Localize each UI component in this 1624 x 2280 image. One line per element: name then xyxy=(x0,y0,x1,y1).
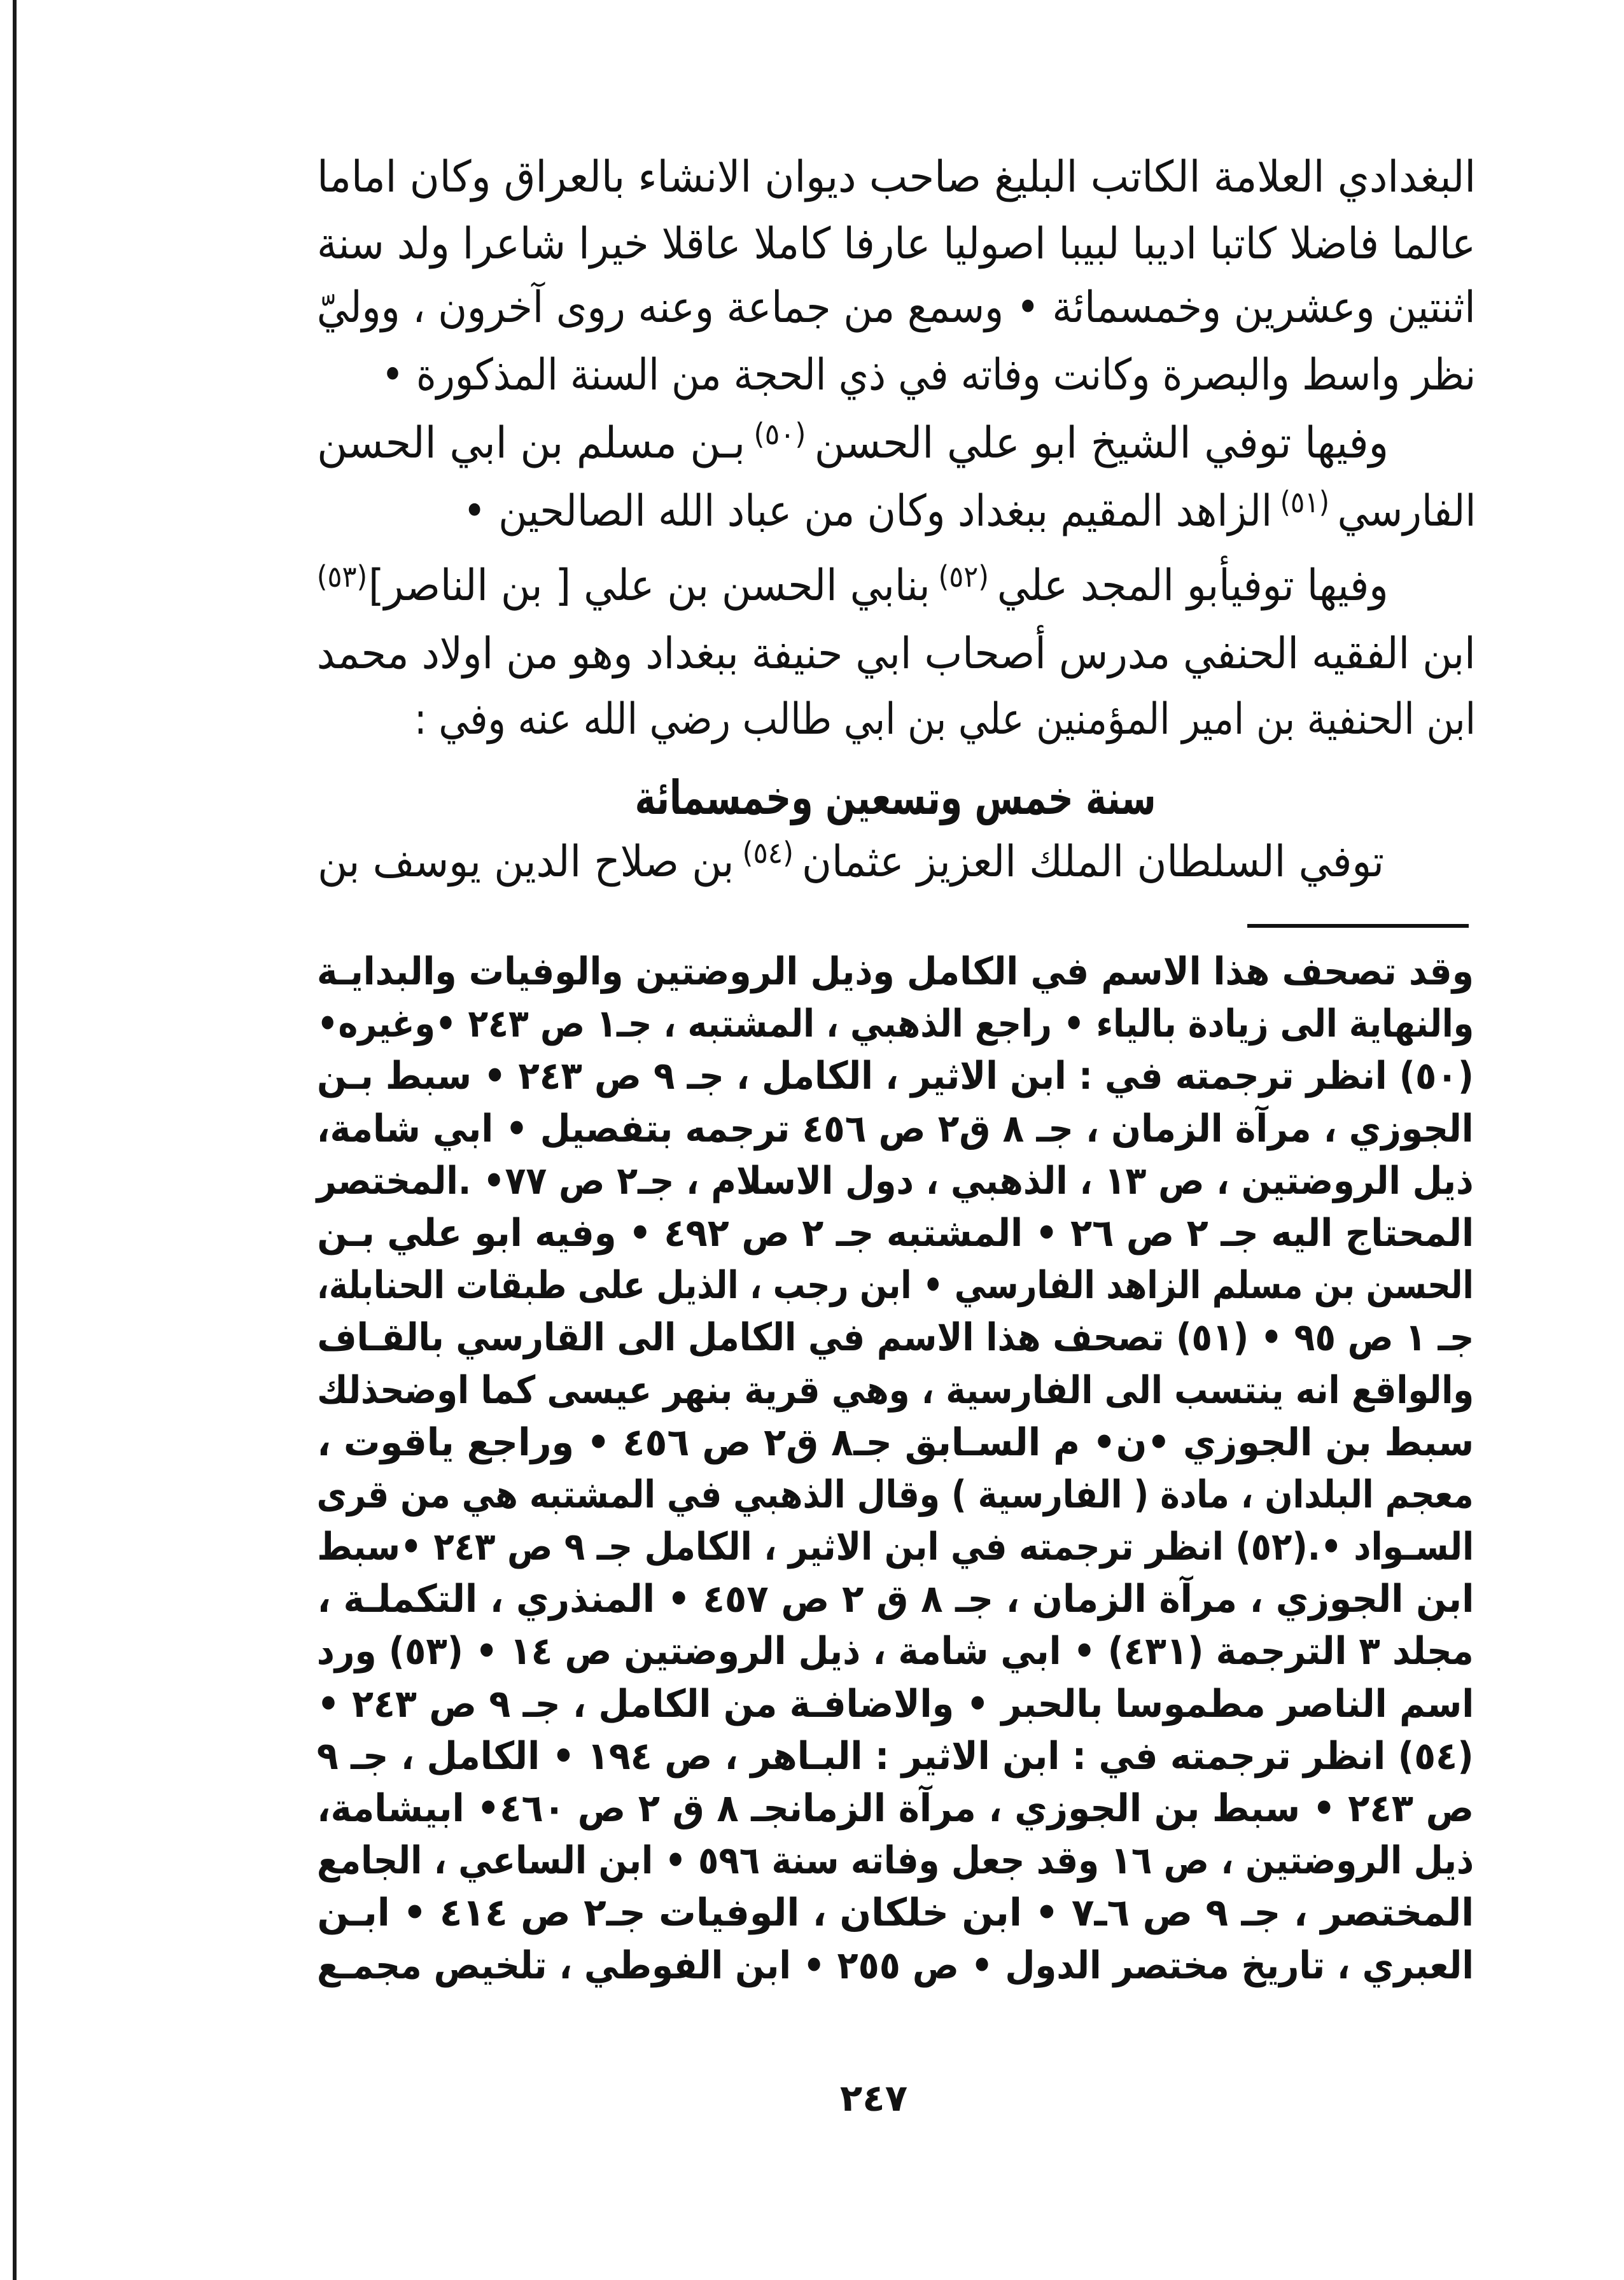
body-text-line-7-text xyxy=(317,554,1389,622)
body-text-line-3 xyxy=(317,276,1476,340)
footnote-line-20-text: العبري ، تاريخ مختصر الدول • ص ٢٥٥ • ابن الفوطي ، تلخيص مجمـع xyxy=(317,1943,1474,1988)
footnote-line-4 xyxy=(317,1103,1474,1155)
footnote-marker: (٥٤) xyxy=(742,836,794,871)
body-text-line-10 xyxy=(318,830,1384,894)
footnote-line-1-text: وقد تصحف هذا الاسم في الكامل وذيل الروضتين والوفيات والبدايـة xyxy=(317,949,1474,994)
footnote-line-12 xyxy=(317,1521,1474,1573)
footnote-line-9-text: والواقع انه ينتسب الى الفارسية ، وهي قرية بنهر عيسى كما اوضحذلك xyxy=(317,1367,1474,1413)
line-segment: الزاهد المقيم ببغداد وكان من عباد الله الصالحين • xyxy=(463,486,1272,536)
footnote-line-15-text: اسم الناصر مطموسا بالحبر • والاضافـة من الكامل ، جـ ٩ ص ٢٤٣ • xyxy=(317,1681,1474,1726)
footnote-line-18-text: ذيل الروضتين ، ص ١٦ وقد جعل وفاته سنة ٥٩٦ • ابن الساعي ، الجامع xyxy=(317,1838,1474,1884)
footnote-line-3-text: (٥٠) انظر ترجمته في : ابن الاثير ، الكامل ، جـ ٩ ص ٢٤٣ • سبط بـن xyxy=(317,1054,1474,1099)
body-text-line-4-text: نظر واسط والبصرة وكانت وفاته في ذي الحجة من السنة المذكورة • xyxy=(381,350,1476,400)
footnote-marker: (٥١) xyxy=(1280,485,1329,520)
footnote-line-6-text: المحتاج اليه جـ ٢ ص ٢٦ • المشتبه جـ ٢ ص ٤٩٢ • وفيه ابو علي بـن xyxy=(317,1210,1474,1255)
footnote-line-12-text: السـواد •.(٥٢) انظر ترجمته في ابن الاثير ، الكامل جـ ٩ ص ٢٤٣ •سبط xyxy=(317,1525,1474,1570)
body-text-line-9-text: ابن الحنفية بن امير المؤمنين علي بن ابي طالب رضي الله عنه وفي : xyxy=(414,694,1476,745)
footnote-line-18 xyxy=(317,1835,1474,1887)
footnote-line-11-text: معجم البلدان ، مادة ( الفارسية ) وقال الذهبي في المشتبه هي من قرى xyxy=(317,1472,1474,1517)
footnote-line-9 xyxy=(317,1364,1474,1416)
footnote-line-6 xyxy=(317,1207,1474,1259)
footnote-line-8-text: جـ ١ ص ٩٥ • (٥١) تصحف هذا الاسم في الكامل الى القارسي بالقـاف xyxy=(317,1315,1474,1360)
body-text-line-1-text: البغدادي العلامة الكاتب البليغ صاحب ديوان الانشاء بالعراق وكان اماما xyxy=(317,152,1476,202)
footnote-line-19 xyxy=(317,1887,1474,1939)
footnote-line-20 xyxy=(317,1940,1474,1992)
body-text-line-3-text: اثنتين وعشرين وخمسمائة • وسمع من جماعة وعنه روى آخرون ، ووليّ xyxy=(317,283,1476,333)
body-text-line-5 xyxy=(317,412,1389,475)
body-text-line-1 xyxy=(317,146,1476,209)
footnote-marker: (٥٠) xyxy=(753,417,806,452)
footnote-line-4-text: الجوزي ، مرآة الزمان ، جـ ٨ ق٢ ص ٤٥٦ ترجمه بتفصيل • ابي شامة، xyxy=(317,1106,1474,1151)
body-text-line-5-text xyxy=(317,412,1389,479)
page-number: ٢٤٧ xyxy=(839,2076,908,2120)
footnote-line-14 xyxy=(317,1625,1474,1677)
footnote-marker: (٥٢) xyxy=(938,559,990,594)
body-text-line-4 xyxy=(381,344,1476,407)
footnote-line-7-text: الحسن بن مسلم الزاهد الفارسي • ابن رجب ، الذيل على طبقات الحنابلة، xyxy=(317,1263,1474,1308)
section-heading xyxy=(635,766,1156,830)
line-segment: الفارسي xyxy=(1337,486,1476,536)
section-heading-text: سنة خمس وتسعين وخمسمائة xyxy=(635,771,1156,825)
line-segment: بنابي الحسن بن علي [ بن الناصر] xyxy=(368,561,930,611)
footnote-line-19-text: المختصر ، جـ ٩ ص ٦ـ٧ • ابن خلكان ، الوفيات جـ٢ ص ٤١٤ • ابـن xyxy=(317,1891,1474,1936)
line-segment: بن صلاح الدين يوسف بن xyxy=(318,837,734,887)
line-segment: وفيها توفي الشيخ ابو علي الحسن xyxy=(814,418,1389,468)
scan-edge-line xyxy=(13,0,17,2280)
body-text-line-8-text: ابن الفقيه الحنفي مدرس أصحاب ابي حنيفة ببغداد وهو من اولاد محمد xyxy=(317,629,1476,679)
footnote-line-16 xyxy=(317,1730,1474,1782)
footnote-line-2 xyxy=(317,998,1474,1050)
line-segment: وفيها توفيأبو المجد علي xyxy=(997,561,1389,611)
footnote-line-13 xyxy=(317,1573,1474,1625)
footnote-line-5-text: ذيل الروضتين ، ص ١٣ ، الذهبي ، دول الاسلام ، جـ٢ ص ٧٧• .المختصر xyxy=(317,1158,1474,1203)
footnote-line-17 xyxy=(317,1782,1474,1835)
body-text-line-10-text xyxy=(318,830,1384,898)
body-text-line-9 xyxy=(414,688,1476,752)
footnote-line-3 xyxy=(317,1050,1474,1102)
footnote-line-10-text: سبط بن الجوزي •ن• م السـابق جـ٨ ق٢ ص ٤٥٦ • وراجع ياقوت ، xyxy=(317,1420,1474,1465)
footnote-line-11 xyxy=(317,1469,1474,1521)
body-text-line-6-text xyxy=(463,480,1476,547)
body-text-line-2-text: عالما فاضلا كاتبا اديبا لبيبا اصوليا عارفا كاملا عاقلا خيرا شاعرا ولد سنة xyxy=(317,219,1476,269)
footnote-line-13-text: ابن الجوزي ، مرآة الزمان ، جـ ٨ ق ٢ ص ٤٥٧ • المنذري ، التكملـة ، xyxy=(317,1577,1474,1622)
body-text-line-8 xyxy=(317,622,1476,686)
body-text-line-7 xyxy=(317,554,1389,618)
footnote-line-16-text: (٥٤) انظر ترجمته في : ابن الاثير : البـاهر ، ص ١٩٤ • الكامل ، جـ ٩ xyxy=(317,1733,1474,1779)
line-segment: توفي السلطان الملك العزيز عثمان xyxy=(801,837,1384,887)
footnotes xyxy=(317,946,1474,1992)
footnote-line-2-text: والنهاية الى زيادة بالياء • راجع الذهبي ، المشتبه ، جـ١ ص ٢٤٣ •وغيره• xyxy=(317,1002,1474,1047)
footnote-line-8 xyxy=(317,1311,1474,1364)
body-text-line-2 xyxy=(317,213,1476,276)
footnote-line-5 xyxy=(317,1155,1474,1207)
footnote-line-14-text: مجلد ٣ الترجمة (٤٣١) • ابي شامة ، ذيل الروضتين ص ١٤ • (٥٣) ورد xyxy=(317,1629,1474,1674)
footnote-line-1 xyxy=(317,946,1474,998)
footnote-line-17-text: ص ٢٤٣ • سبط بن الجوزي ، مرآة الزمانجـ ٨ ق ٢ ص ٤٦٠• ابيشامة، xyxy=(317,1786,1474,1831)
body-text-line-6 xyxy=(463,480,1476,543)
footnote-marker: (٥٣) xyxy=(317,559,368,594)
footnote-line-15 xyxy=(317,1678,1474,1730)
footnote-line-10 xyxy=(317,1416,1474,1469)
footnote-separator xyxy=(1247,924,1469,928)
footnote-line-7 xyxy=(317,1259,1474,1311)
line-segment: بـن مسلم بن ابي الحسن xyxy=(317,418,746,468)
